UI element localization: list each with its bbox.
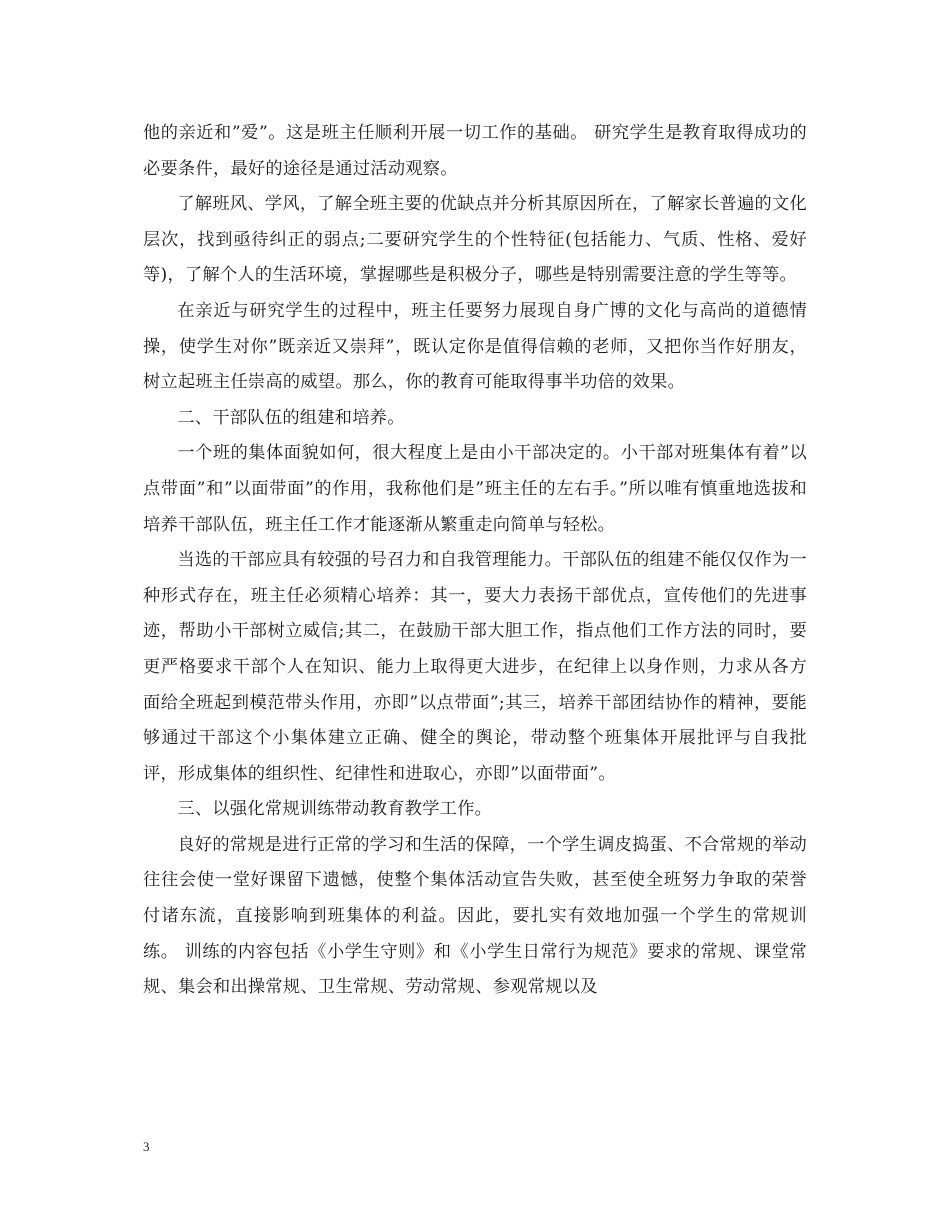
paragraph: 当选的干部应具有较强的号召力和自我管理能力。干部队伍的组建不能仅仅作为一种形式存在，班主任必须精心培养：其一，要大力表扬干部优点，宣传他们的先进事迹，帮助小干部树立威信;其二，在鼓励干部大胆工作，指点他们工作方法的同时，要更严格要求干部个人在知识、能力上取得更大进步，在纪律上以身作则，力求从各方面给全班起到模范带头作用，亦即”以点带面”;其三，培养干部团结协作的精神，要能够通过干部这个小集体建立正确、健全的舆论，带动整个班集体开展批评与自我批评，形成集体的组织性、纪律性和进取心，亦即”以面带面”。 bbox=[143, 550, 807, 784]
page-number: 3 bbox=[143, 1139, 150, 1154]
paragraph: 他的亲近和”爱”。这是班主任顺利开展一切工作的基础。 研究学生是教育取得成功的必要条件，最好的途径是通过活动观察。 bbox=[143, 123, 807, 179]
paragraph: 良好的常规是进行正常的学习和生活的保障，一个学生调皮捣蛋、不合常规的举动往往会使一堂好课留下遗憾，使整个集体活动宣告失败，甚至使全班努力争取的荣誉付诸东流，直接影响到班集体的利益。因此，要扎实有效地加强一个学生的常规训练。 训练的内容包括《小学生守则》和《小学生日常行为规范》要求的常规、课堂常规、集会和出操常规、卫生常规、劳动常规、参观常规以及 bbox=[143, 834, 807, 998]
section-heading: 二、干部队伍的组建和培养。 bbox=[177, 407, 405, 428]
section-heading: 三、以强化常规训练带动教育教学工作。 bbox=[177, 799, 493, 820]
paragraph: 在亲近与研究学生的过程中，班主任要努力展现自身广博的文化与高尚的道德情操，使学生对你”既亲近又崇拜”，既认定你是值得信赖的老师，又把你当作好朋友，树立起班主任崇高的威望。那么，你的教育可能取得事半功倍的效果。 bbox=[143, 300, 807, 393]
paragraph: 一个班的集体面貌如何，很大程度上是由小干部决定的。小干部对班集体有着”以点带面”和”以面带面”的作用，我称他们是”班主任的左右手。”所以唯有慎重地选拔和培养干部队伍，班主任工作才能逐渐从繁重走向简单与轻松。 bbox=[143, 443, 807, 535]
document-body bbox=[143, 116, 807, 1006]
paragraph: 了解班风、学风，了解全班主要的优缺点并分析其原因所在，了解家长普遍的文化层次，找到亟待纠正的弱点;二要研究学生的个性特征(包括能力、气质、性格、爱好等)，了解个人的生活环境，掌握哪些是积极分子，哪些是特别需要注意的学生等等。 bbox=[143, 194, 807, 286]
